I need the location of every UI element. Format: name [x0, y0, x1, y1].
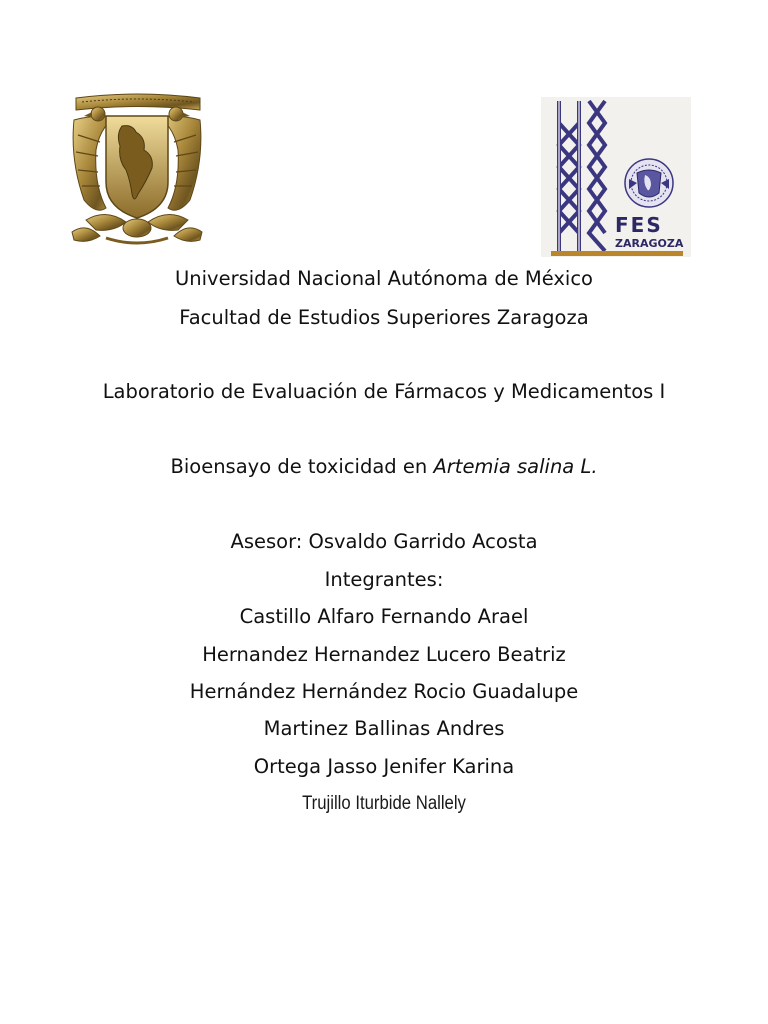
document-title	[0, 455, 768, 479]
member-name: Castillo Alfaro Fernando Arael	[239, 605, 529, 628]
member-name: Hernandez Hernandez Lucero Beatriz	[202, 643, 566, 666]
members-label: Integrantes:	[324, 568, 444, 591]
faculty-name: Facultad de Estudios Superiores Zaragoza	[179, 306, 589, 329]
member-name: Trujillo Iturbide Nallely	[302, 793, 466, 814]
title-species: Artemia salina L.	[433, 455, 598, 478]
university-name: Universidad Nacional Autónoma de México	[175, 267, 593, 290]
title-prefix: Bioensayo de toxicidad en	[170, 455, 434, 478]
zaragoza-logo-text: ZARAGOZA	[615, 237, 684, 250]
unam-seal-icon	[625, 159, 673, 207]
unam-coat-of-arms-logo	[66, 90, 208, 250]
course-name: Laboratorio de Evaluación de Fármacos y Medicamentos I	[102, 380, 666, 403]
fes-logo-text: FES	[615, 213, 663, 237]
fes-zaragoza-logo	[541, 97, 691, 257]
member-name: Martinez Ballinas Andres	[263, 717, 505, 740]
member-name: Ortega Jasso Jenifer Karina	[253, 755, 515, 778]
member-name: Hernández Hernández Rocio Guadalupe	[189, 680, 579, 703]
advisor-line: Asesor: Osvaldo Garrido Acosta	[230, 530, 538, 553]
